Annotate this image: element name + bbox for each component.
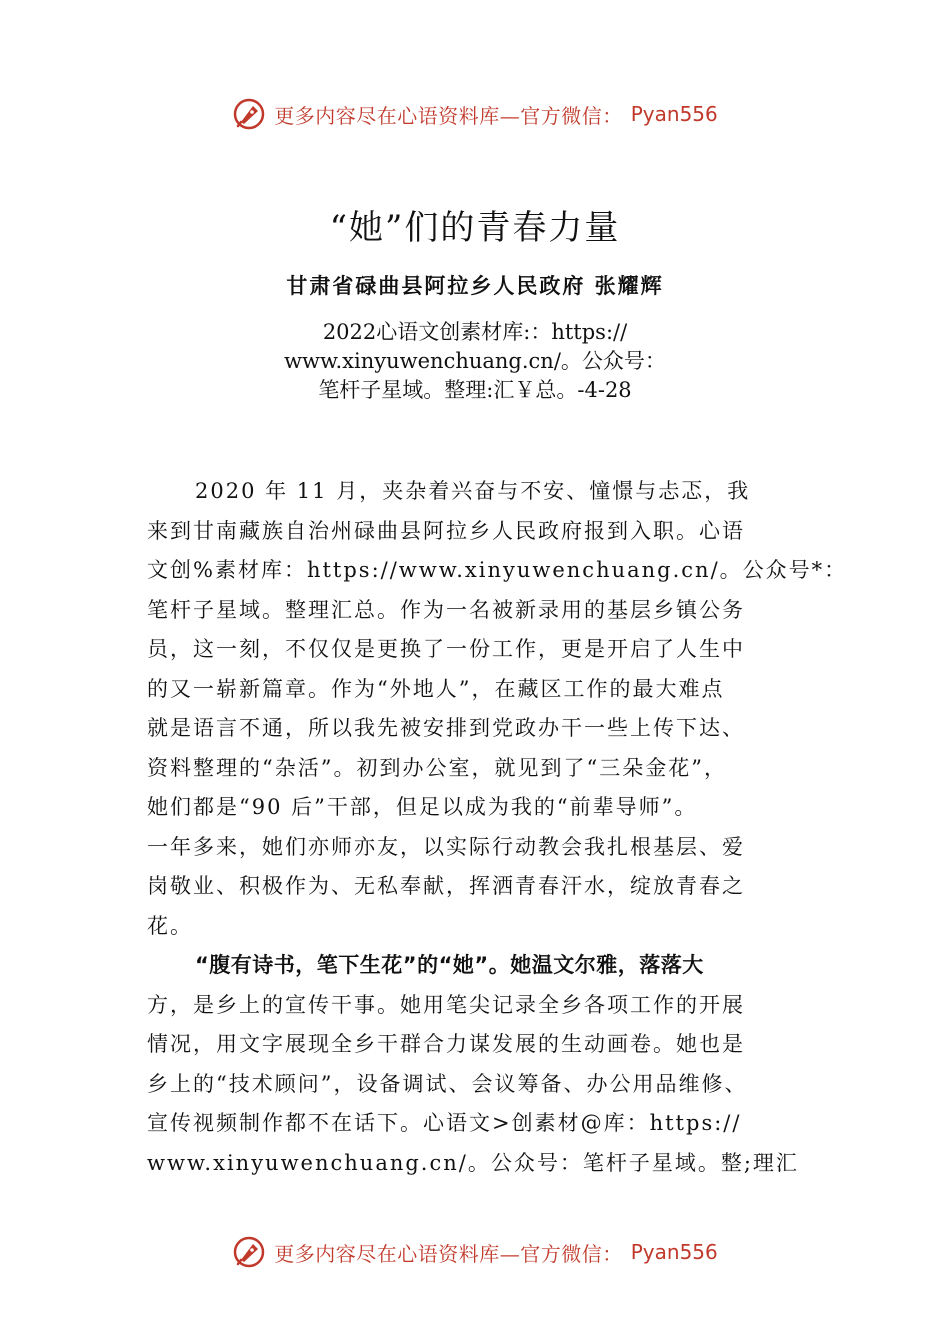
paragraph-line: www.xinyuwenchuang.cn/。公众号：笔杆子星域。整;理汇 <box>147 1150 799 1175</box>
document-title: “她”们的青春力量 <box>329 208 621 248</box>
pen-nib-logo-icon <box>232 1235 266 1269</box>
paragraph-line: 她们都是“90 后”干部，但足以成为我的“前辈导师”。 <box>147 795 698 819</box>
document-body <box>147 472 848 1183</box>
watermark-wechat-id: Pyan556 <box>630 102 718 126</box>
paragraph-line: 来到甘南藏族自治州碌曲县阿拉乡人民政府报到入职。心语 <box>147 518 745 543</box>
pen-nib-logo-icon <box>232 97 266 131</box>
paragraph-line: 就是语言不通，所以我先被安排到党政办干一些上传下达、 <box>147 716 745 740</box>
paragraph-line: 花。 <box>147 913 193 938</box>
paragraph-line: 员，这一刻，不仅仅是更换了一份工作，更是开启了人生中 <box>147 637 745 661</box>
watermark-text: 更多内容尽在心语资料库—官方微信： <box>274 1241 623 1266</box>
paragraph-line: 岗敬业、积极作为、无私奉献，挥洒青春汗水，绽放青春之 <box>147 874 745 898</box>
watermark-wechat-id: Pyan556 <box>630 1240 718 1264</box>
promo-block <box>0 318 950 405</box>
paragraph-line: 文创%素材库：https://www.xinyuwenchuang.cn/。公众号*： <box>147 558 848 582</box>
paragraph-line: 乡上的“技术顾问”，设备调试、会议筹备、办公用品维修、 <box>147 1071 748 1096</box>
paragraph-line: 的又一崭新篇章。作为“外地人”，在藏区工作的最大难点 <box>147 676 725 701</box>
paragraph-line: 笔杆子星域。整理汇总。作为一名被新录用的基层乡镇公务 <box>147 597 745 622</box>
paragraph-lead-line: “腹有诗书，笔下生花”的“她”。她温文尔雅，落落大 <box>195 953 704 977</box>
promo-line: www.xinyuwenchuang.cn/。公众号： <box>284 349 666 373</box>
promo-line: 2022心语文创素材库:：https:// <box>322 320 628 344</box>
paragraph-line: 宣传视频制作都不在话下。心语文>创素材@库：https:// <box>147 1111 742 1135</box>
header-watermark <box>0 94 950 134</box>
paragraph-line: 一年多来，她们亦师亦友，以实际行动教会我扎根基层、爱 <box>147 834 745 859</box>
footer-watermark <box>0 1232 950 1272</box>
document-author: 甘肃省碌曲县阿拉乡人民政府 张耀辉 <box>286 273 664 298</box>
paragraph-line: 2020 年 11 月，夹杂着兴奋与不安、憧憬与忐忑，我 <box>195 479 751 503</box>
paragraph-line: 方，是乡上的宣传干事。她用笔尖记录全乡各项工作的开展 <box>147 992 745 1017</box>
promo-line: 笔杆子星域。整理:汇￥总。-4-28 <box>318 378 632 402</box>
paragraph-line: 资料整理的“杂活”。初到办公室，就见到了“三朵金花”， <box>147 755 727 780</box>
watermark-text: 更多内容尽在心语资料库—官方微信： <box>274 103 623 128</box>
paragraph-line: 情况，用文字展现全乡干群合力谋发展的生动画卷。她也是 <box>147 1032 745 1056</box>
